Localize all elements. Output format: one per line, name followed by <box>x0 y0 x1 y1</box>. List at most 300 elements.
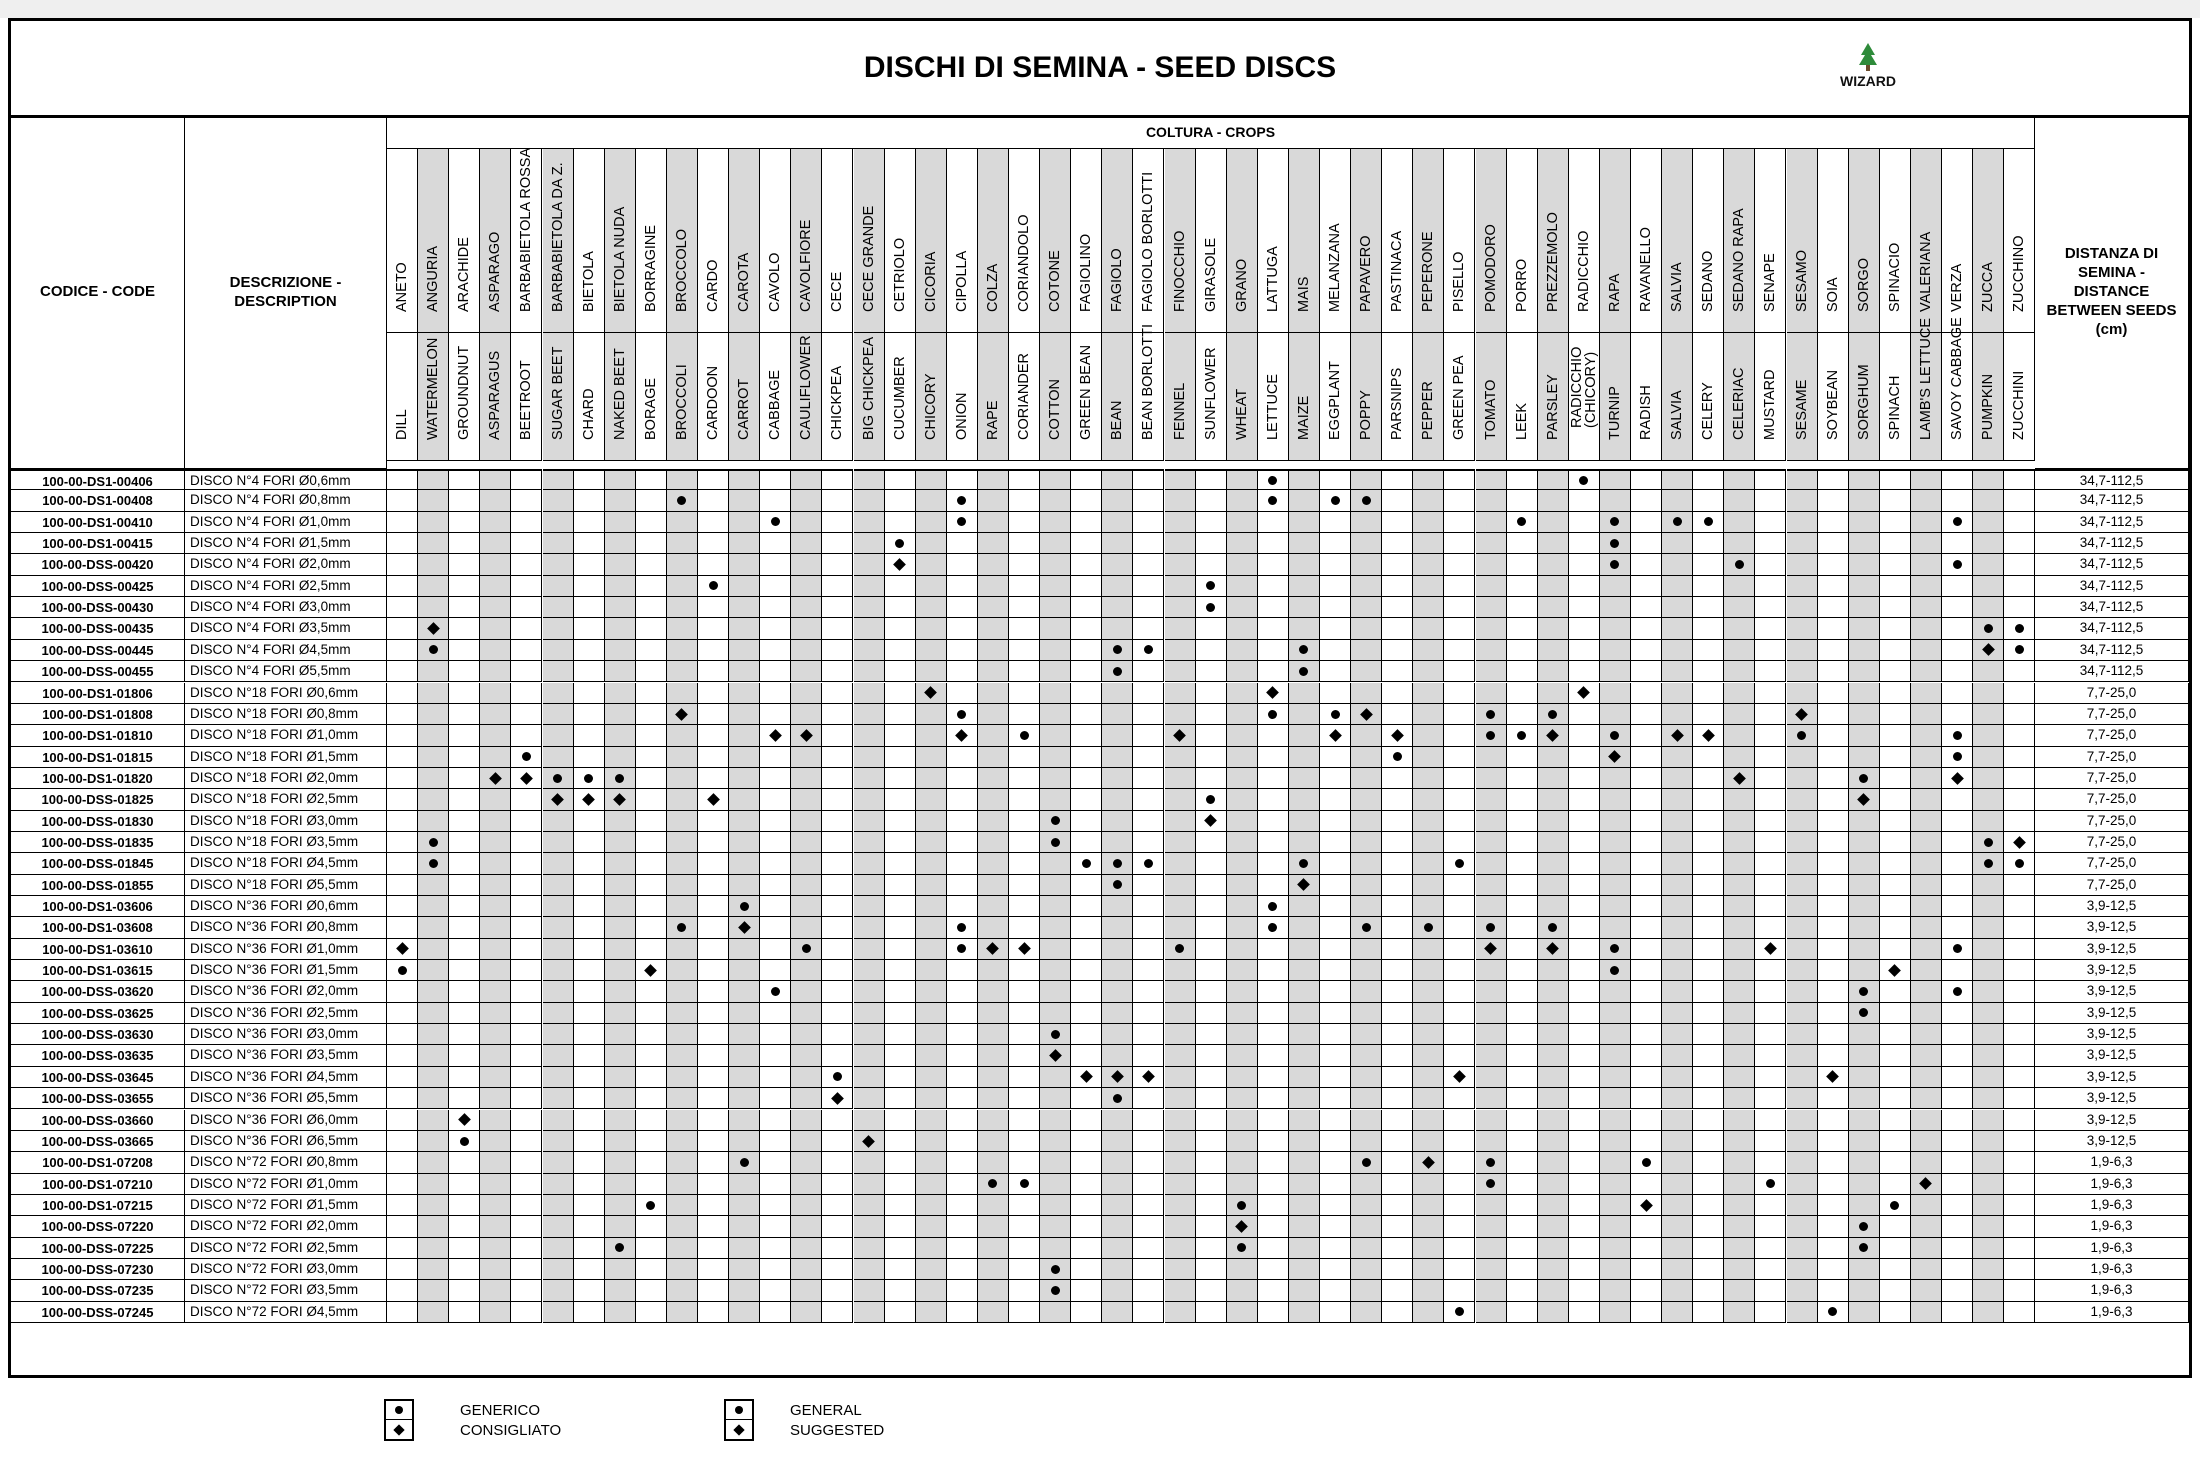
crop-cell <box>1351 1259 1382 1280</box>
generic-dot-icon <box>1102 875 1132 895</box>
crop-cell <box>822 640 853 661</box>
crop-cell <box>1538 939 1569 960</box>
crop-header-it <box>1413 149 1444 333</box>
crop-cell <box>729 1174 760 1195</box>
crop-cell <box>2004 917 2035 938</box>
crop-cell <box>1289 1195 1320 1216</box>
crop-cell <box>791 576 822 597</box>
row-code: 100-00-DSS-01825 <box>11 789 185 810</box>
row-distance: 3,9-12,5 <box>2035 981 2189 1002</box>
crop-cell <box>667 896 698 917</box>
crop-cell <box>916 661 947 682</box>
crop-cell <box>1755 1067 1786 1088</box>
generic-dot-icon <box>1942 554 1972 574</box>
crop-cell <box>916 1131 947 1152</box>
suggested-diamond-icon <box>418 618 448 638</box>
crop-cell <box>822 1174 853 1195</box>
crop-cell <box>1693 939 1724 960</box>
crop-header-en <box>1009 333 1040 461</box>
crop-cell <box>1724 1088 1755 1109</box>
crop-cell <box>760 640 791 661</box>
crop-cell <box>480 853 511 874</box>
crop-cell <box>1413 576 1444 597</box>
crop-cell <box>854 1280 885 1301</box>
crop-name-it: MELANZANA <box>1327 223 1344 312</box>
crop-cell <box>729 597 760 618</box>
crop-cell <box>2004 1280 2035 1301</box>
crop-cell <box>1507 832 1538 853</box>
crop-cell <box>698 1003 729 1024</box>
crop-cell <box>1382 853 1413 874</box>
crop-cell <box>1849 811 1880 832</box>
crop-cell <box>760 1067 791 1088</box>
generic-dot-icon <box>1476 917 1506 937</box>
suggested-diamond-icon <box>1227 1216 1257 1236</box>
generic-dot-icon <box>667 490 697 510</box>
crop-cell <box>511 704 542 725</box>
crop-cell <box>667 1088 698 1109</box>
crop-cell <box>1476 917 1507 938</box>
crop-header-it <box>1040 149 1071 333</box>
crop-cell <box>1569 1045 1600 1066</box>
crop-cell <box>667 469 698 490</box>
crop-cell <box>1973 960 2004 981</box>
crop-cell <box>1320 533 1351 554</box>
crop-header-en <box>885 333 916 461</box>
crop-cell <box>1569 1152 1600 1173</box>
crop-cell <box>1724 1003 1755 1024</box>
crop-cell <box>480 1152 511 1173</box>
generic-dot-icon <box>1973 832 2003 852</box>
crop-cell <box>1040 939 1071 960</box>
crop-cell <box>1755 853 1786 874</box>
crop-cell <box>1071 597 1102 618</box>
crop-cell <box>978 512 1009 533</box>
crop-cell <box>387 618 418 639</box>
crop-cell <box>822 1152 853 1173</box>
crop-cell <box>760 725 791 746</box>
crop-cell <box>791 704 822 725</box>
crop-cell <box>1787 469 1818 490</box>
crop-cell <box>511 661 542 682</box>
crop-cell <box>1693 640 1724 661</box>
suggested-diamond-icon <box>1880 960 1910 980</box>
crop-cell <box>916 618 947 639</box>
crop-cell <box>1755 533 1786 554</box>
crop-cell <box>1693 875 1724 896</box>
crop-cell <box>2004 1152 2035 1173</box>
crop-cell <box>418 1216 449 1237</box>
crop-cell <box>667 1174 698 1195</box>
crop-cell <box>1444 1110 1475 1131</box>
crop-cell <box>916 853 947 874</box>
crop-cell <box>636 576 667 597</box>
crop-cell <box>1476 1174 1507 1195</box>
crop-cell <box>978 747 1009 768</box>
crop-cell <box>854 1024 885 1045</box>
crop-cell <box>1600 1152 1631 1173</box>
generic-dot-icon <box>1942 981 1972 1001</box>
row-code: 100-00-DSS-00445 <box>11 640 185 661</box>
crop-cell <box>729 1238 760 1259</box>
crop-cell <box>1600 1280 1631 1301</box>
crop-cell <box>1382 1152 1413 1173</box>
crop-cell <box>480 704 511 725</box>
crop-cell <box>1942 661 1973 682</box>
crop-cell <box>1662 512 1693 533</box>
crop-cell <box>1693 490 1724 511</box>
crop-cell <box>574 981 605 1002</box>
crop-cell <box>1196 1302 1227 1323</box>
crop-cell <box>1102 661 1133 682</box>
crop-cell <box>1724 554 1755 575</box>
crop-cell <box>543 725 574 746</box>
crop-cell <box>1911 554 1942 575</box>
crop-cell <box>854 789 885 810</box>
crop-cell <box>1973 640 2004 661</box>
row-distance: 3,9-12,5 <box>2035 917 2189 938</box>
crop-header-it <box>1320 149 1351 333</box>
crop-cell <box>1351 1131 1382 1152</box>
crop-cell <box>729 725 760 746</box>
crop-cell <box>916 469 947 490</box>
crop-cell <box>729 1110 760 1131</box>
crop-cell <box>729 1088 760 1109</box>
crop-cell <box>449 725 480 746</box>
crop-cell <box>822 896 853 917</box>
generic-dot-icon <box>760 981 790 1001</box>
crop-cell <box>1320 747 1351 768</box>
crop-cell <box>1600 1088 1631 1109</box>
crop-cell <box>574 576 605 597</box>
crop-cell <box>1538 490 1569 511</box>
crop-cell <box>1413 618 1444 639</box>
crop-cell <box>1631 533 1662 554</box>
crop-cell <box>1102 1195 1133 1216</box>
crop-cell <box>978 1216 1009 1237</box>
crop-cell <box>449 939 480 960</box>
suggested-diamond-icon <box>729 917 759 937</box>
crop-cell <box>1382 747 1413 768</box>
generic-dot-icon <box>418 640 448 660</box>
crop-cell <box>2004 1110 2035 1131</box>
crop-cell <box>1196 939 1227 960</box>
crop-cell <box>1413 789 1444 810</box>
crop-cell <box>1289 704 1320 725</box>
crop-cell <box>1289 533 1320 554</box>
crop-cell <box>1133 512 1164 533</box>
crop-cell <box>916 533 947 554</box>
crop-cell <box>511 533 542 554</box>
crop-cell <box>2004 896 2035 917</box>
crop-cell <box>1102 597 1133 618</box>
crop-cell <box>760 1280 791 1301</box>
crop-cell <box>1973 747 2004 768</box>
crop-cell <box>1258 1280 1289 1301</box>
row-code: 100-00-DSS-07230 <box>11 1259 185 1280</box>
crop-header-it <box>1071 149 1102 333</box>
crop-cell <box>1693 768 1724 789</box>
crop-cell <box>1880 1259 1911 1280</box>
crop-name-it: BARBABIETOLA DA Z. <box>549 162 566 312</box>
crop-cell <box>978 1003 1009 1024</box>
crop-cell <box>1880 747 1911 768</box>
crop-cell <box>1102 789 1133 810</box>
crop-cell <box>1973 853 2004 874</box>
crop-cell <box>1569 1195 1600 1216</box>
crop-cell <box>698 683 729 704</box>
suggested-diamond-icon <box>822 1088 852 1108</box>
crop-cell <box>1413 939 1444 960</box>
crop-cell <box>543 533 574 554</box>
crop-header-it <box>1631 149 1662 333</box>
crop-cell <box>791 490 822 511</box>
logo <box>1833 41 1903 101</box>
crop-name-it: CORIANDOLO <box>1016 214 1033 312</box>
crop-cell <box>1258 576 1289 597</box>
crop-cell <box>729 533 760 554</box>
crop-name-it: CARDO <box>705 259 722 312</box>
crop-cell <box>1787 1195 1818 1216</box>
row-code: 100-00-DSS-03620 <box>11 981 185 1002</box>
crop-cell <box>885 554 916 575</box>
crop-cell <box>885 1024 916 1045</box>
crop-cell <box>1040 1195 1071 1216</box>
crop-cell <box>1942 704 1973 725</box>
crop-cell <box>387 1110 418 1131</box>
suggested-diamond-icon <box>1413 1152 1443 1172</box>
crop-cell <box>1755 576 1786 597</box>
crop-cell <box>729 576 760 597</box>
crop-cell <box>1849 853 1880 874</box>
crop-cell <box>1600 960 1631 981</box>
crop-cell <box>1351 896 1382 917</box>
crop-cell <box>574 811 605 832</box>
crop-cell <box>1693 1238 1724 1259</box>
crop-cell <box>822 981 853 1002</box>
crop-cell <box>480 1067 511 1088</box>
seed-disc-table-sheet <box>8 18 2192 1378</box>
crop-cell <box>1289 939 1320 960</box>
crop-cell <box>1849 768 1880 789</box>
crop-cell <box>1444 853 1475 874</box>
crop-cell <box>1569 661 1600 682</box>
crop-cell <box>1973 768 2004 789</box>
crop-cell <box>543 1280 574 1301</box>
crop-cell <box>1849 490 1880 511</box>
row-distance: 7,7-25,0 <box>2035 768 2189 789</box>
crop-cell <box>543 512 574 533</box>
crop-cell <box>1165 640 1196 661</box>
crop-cell <box>574 704 605 725</box>
crop-cell <box>1165 469 1196 490</box>
crop-cell <box>1413 1174 1444 1195</box>
crop-cell <box>1538 512 1569 533</box>
crop-cell <box>1413 1302 1444 1323</box>
crop-cell <box>822 683 853 704</box>
crop-cell <box>1133 811 1164 832</box>
crop-cell <box>1724 1024 1755 1045</box>
crop-cell <box>822 1067 853 1088</box>
crop-cell <box>1444 1174 1475 1195</box>
crop-cell <box>574 896 605 917</box>
crop-header-it <box>1569 149 1600 333</box>
crop-cell <box>947 747 978 768</box>
crop-cell <box>854 576 885 597</box>
crop-cell <box>1071 981 1102 1002</box>
crop-cell <box>1693 554 1724 575</box>
crop-cell <box>511 725 542 746</box>
crop-header-en <box>1911 317 1942 461</box>
crop-cell <box>1818 704 1849 725</box>
suggested-diamond-icon <box>1289 875 1319 895</box>
crop-cell <box>1320 1238 1351 1259</box>
crop-cell <box>605 1216 636 1237</box>
row-description: DISCO N°18 FORI Ø2,5mm <box>185 789 387 810</box>
crop-cell <box>1289 597 1320 618</box>
crop-cell <box>1787 1216 1818 1237</box>
generic-dot-icon <box>1227 1238 1257 1258</box>
crop-cell <box>1165 1152 1196 1173</box>
crop-cell <box>1787 640 1818 661</box>
crop-cell <box>1507 683 1538 704</box>
crop-name-en: MUSTARD <box>1762 369 1779 440</box>
row-distance: 3,9-12,5 <box>2035 960 2189 981</box>
crop-cell <box>1942 960 1973 981</box>
crop-cell <box>387 747 418 768</box>
crop-cell <box>1413 1024 1444 1045</box>
crop-cell <box>1351 1174 1382 1195</box>
crop-cell <box>480 896 511 917</box>
crop-cell <box>1569 981 1600 1002</box>
crop-cell <box>1413 811 1444 832</box>
crop-cell <box>1009 747 1040 768</box>
crop-cell <box>605 1003 636 1024</box>
crop-cell <box>1755 768 1786 789</box>
crop-cell <box>574 1280 605 1301</box>
crop-header-it <box>574 149 605 333</box>
crop-cell <box>1165 576 1196 597</box>
crop-cell <box>1818 618 1849 639</box>
crop-cell <box>1071 618 1102 639</box>
crop-cell <box>574 490 605 511</box>
crop-cell <box>1258 1259 1289 1280</box>
crop-name-it: CAROTA <box>736 252 753 312</box>
crop-cell <box>1476 1045 1507 1066</box>
crop-cell <box>1724 1152 1755 1173</box>
crop-cell <box>1258 533 1289 554</box>
crop-cell <box>1818 1045 1849 1066</box>
crop-cell <box>978 469 1009 490</box>
crop-cell <box>1849 618 1880 639</box>
crop-cell <box>511 1045 542 1066</box>
crop-cell <box>1787 597 1818 618</box>
crop-cell <box>978 1174 1009 1195</box>
crop-cell <box>885 1045 916 1066</box>
crop-cell <box>1507 469 1538 490</box>
crop-cell <box>1818 1280 1849 1301</box>
crop-header-it <box>636 149 667 333</box>
crop-name-it: LATTUGA <box>1264 246 1281 312</box>
crop-cell <box>698 490 729 511</box>
crop-cell <box>387 1195 418 1216</box>
crop-cell <box>1849 832 1880 853</box>
crop-cell <box>1196 640 1227 661</box>
crop-cell <box>1631 618 1662 639</box>
crop-cell <box>1538 917 1569 938</box>
crop-cell <box>947 1280 978 1301</box>
row-code: 100-00-DS1-03615 <box>11 960 185 981</box>
crop-cell <box>1569 683 1600 704</box>
crop-cell <box>1009 811 1040 832</box>
crop-cell <box>822 512 853 533</box>
crop-header-it <box>1351 149 1382 333</box>
crop-cell <box>916 896 947 917</box>
crop-name-en: SPINACH <box>1886 375 1903 440</box>
crop-name-it: SOIA <box>1824 277 1841 312</box>
crop-cell <box>449 1110 480 1131</box>
crop-cell <box>2004 1259 2035 1280</box>
crop-cell <box>418 789 449 810</box>
crop-cell <box>885 939 916 960</box>
crop-cell <box>1227 597 1258 618</box>
crop-cell <box>1880 1302 1911 1323</box>
crop-cell <box>1413 1131 1444 1152</box>
crop-cell <box>1911 747 1942 768</box>
crop-cell <box>511 490 542 511</box>
crop-cell <box>978 1152 1009 1173</box>
crop-name-en: FENNEL <box>1171 382 1188 440</box>
crop-cell <box>1476 1280 1507 1301</box>
crop-cell <box>1351 1045 1382 1066</box>
crop-cell <box>1444 640 1475 661</box>
crop-cell <box>1755 725 1786 746</box>
crop-cell <box>1538 469 1569 490</box>
crop-cell <box>1787 512 1818 533</box>
crop-cell <box>698 789 729 810</box>
crop-cell <box>1071 875 1102 896</box>
crop-cell <box>1258 1003 1289 1024</box>
crop-cell <box>1009 1110 1040 1131</box>
crop-cell <box>1133 939 1164 960</box>
crop-cell <box>916 1280 947 1301</box>
crop-cell <box>387 853 418 874</box>
dot-icon <box>395 1406 403 1414</box>
crop-cell <box>947 597 978 618</box>
crop-cell <box>1631 981 1662 1002</box>
crop-cell <box>1102 981 1133 1002</box>
crop-cell <box>1818 1088 1849 1109</box>
crop-cell <box>698 1280 729 1301</box>
crop-cell <box>885 1280 916 1301</box>
crop-cell <box>1631 747 1662 768</box>
crop-cell <box>1973 896 2004 917</box>
generic-dot-icon <box>1631 1152 1661 1172</box>
crop-cell <box>822 917 853 938</box>
crop-cell <box>854 1045 885 1066</box>
crop-cell <box>418 1195 449 1216</box>
generic-dot-icon <box>1662 512 1692 532</box>
crop-cell <box>1973 1003 2004 1024</box>
crop-cell <box>1289 1238 1320 1259</box>
crop-cell <box>1382 469 1413 490</box>
crop-cell <box>1911 1110 1942 1131</box>
crop-cell <box>1196 960 1227 981</box>
crop-cell <box>1693 597 1724 618</box>
crop-cell <box>1818 1238 1849 1259</box>
crop-cell <box>885 1174 916 1195</box>
crop-cell <box>1662 789 1693 810</box>
